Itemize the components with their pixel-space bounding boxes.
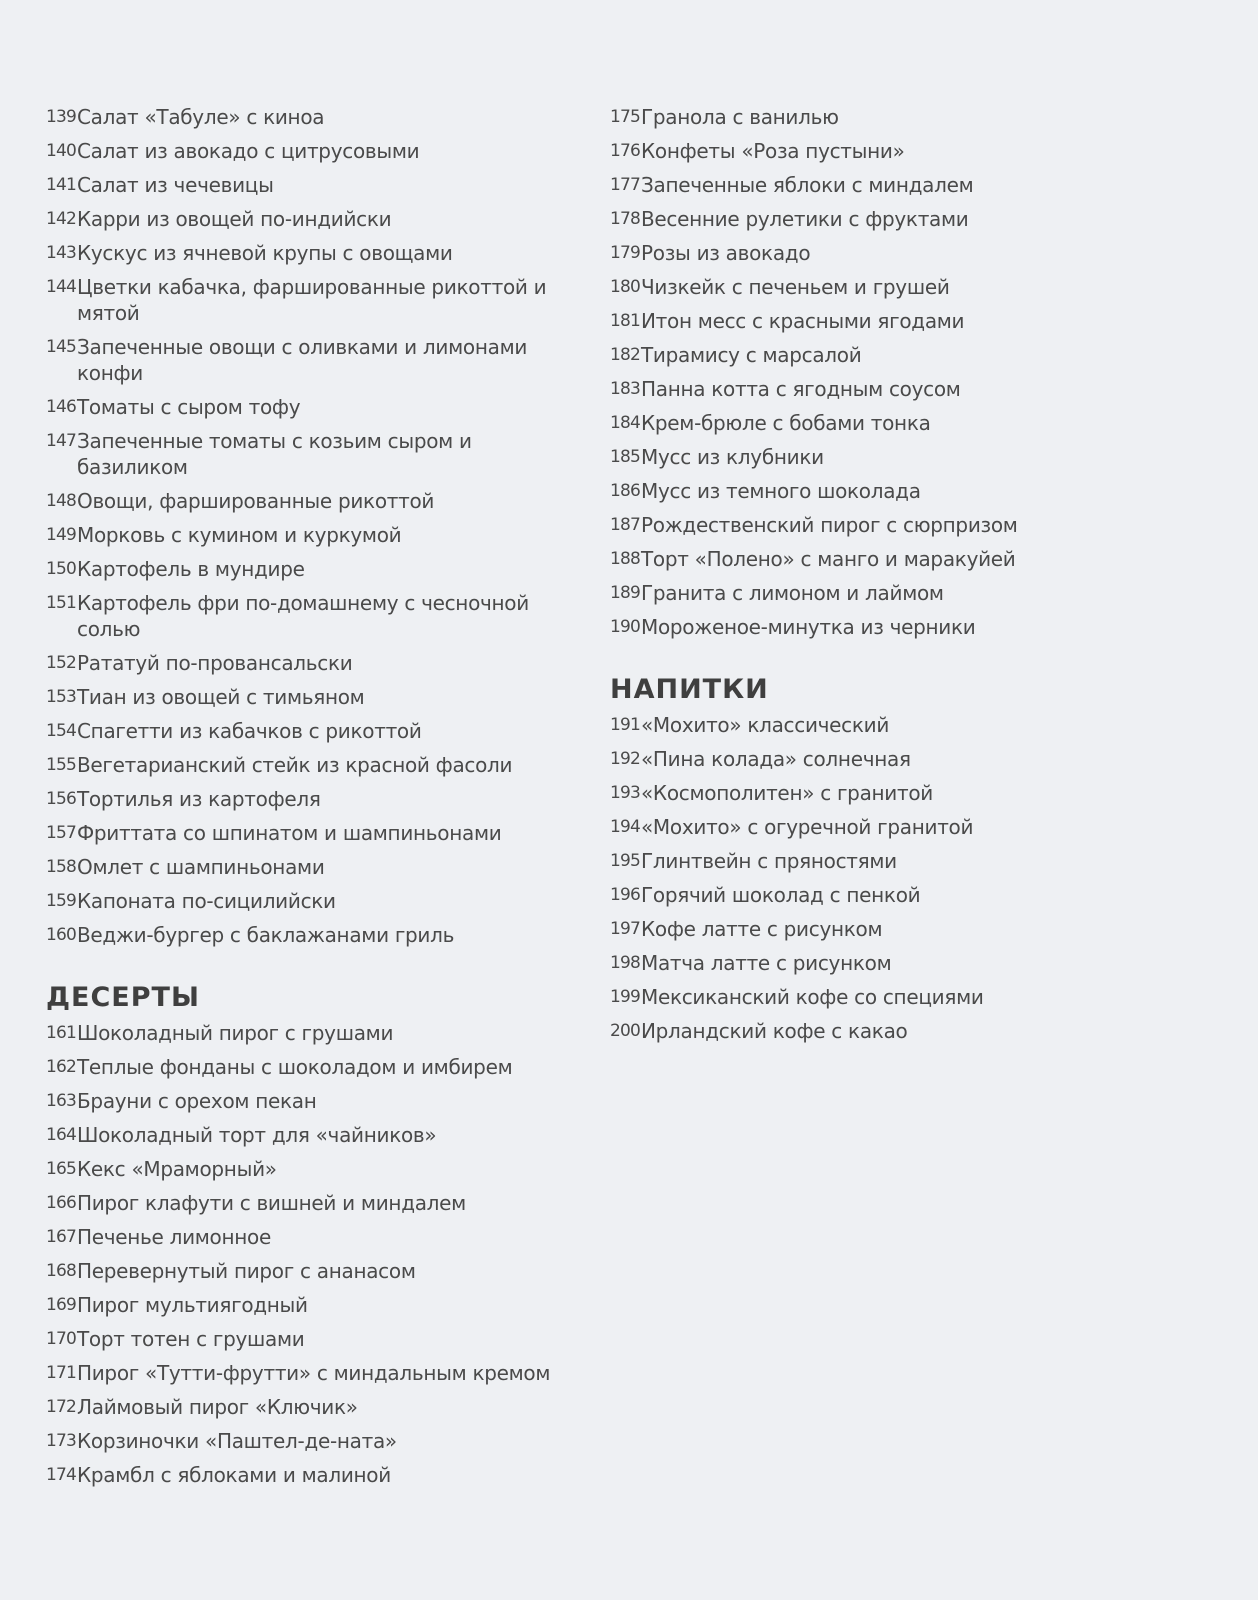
recipe-list-vegetables <box>46 104 586 948</box>
page-number: 156 <box>46 789 77 809</box>
page-number: 158 <box>46 857 77 877</box>
recipe-title: Мороженое-минутка из черники <box>641 615 976 639</box>
list-item <box>46 1394 586 1420</box>
list-item <box>46 1190 586 1216</box>
list-item <box>46 854 586 880</box>
page-number: 183 <box>610 379 641 399</box>
recipe-title: Картофель фри по-домашнему с чесночной солью <box>77 591 529 641</box>
recipe-title: «Мохито» классический <box>641 713 890 737</box>
recipe-title: Вегетарианский стейк из красной фасоли <box>77 753 513 777</box>
recipe-list-desserts-continued <box>610 104 1210 640</box>
recipe-title: Теплые фонданы с шоколадом и имбирем <box>77 1055 513 1079</box>
list-item <box>610 1018 1210 1044</box>
recipe-title: Пирог мультиягодный <box>77 1293 308 1317</box>
list-item <box>610 984 1210 1010</box>
recipe-title: Рождественский пирог с сюрпризом <box>641 513 1018 537</box>
page-number: 200 <box>610 1021 641 1041</box>
page-number: 162 <box>46 1057 77 1077</box>
recipe-title: «Пина колада» солнечная <box>641 747 911 771</box>
list-item <box>46 650 586 676</box>
list-item <box>46 922 586 948</box>
list-item <box>46 1462 586 1488</box>
recipe-title: Тирамису с марсалой <box>641 343 862 367</box>
list-item <box>46 240 586 266</box>
list-item <box>610 342 1210 368</box>
recipe-title: Капоната по-сицилийски <box>77 889 336 913</box>
list-item <box>610 882 1210 908</box>
list-item <box>46 888 586 914</box>
recipe-title: Спагетти из кабачков с рикоттой <box>77 719 422 743</box>
page-number: 181 <box>610 311 641 331</box>
list-item <box>610 138 1210 164</box>
page-number: 163 <box>46 1091 77 1111</box>
list-item <box>610 104 1210 130</box>
page-number: 148 <box>46 491 77 511</box>
list-item <box>46 1088 586 1114</box>
page-number: 147 <box>46 431 77 451</box>
list-item <box>610 950 1210 976</box>
page-number: 169 <box>46 1295 77 1315</box>
page-number: 164 <box>46 1125 77 1145</box>
list-item <box>46 428 586 480</box>
list-item <box>46 394 586 420</box>
list-item <box>46 1156 586 1182</box>
section-heading-drinks: НАПИТКИ <box>610 674 769 705</box>
page-number: 157 <box>46 823 77 843</box>
recipe-title: Торт тотен с грушами <box>77 1327 305 1351</box>
list-item <box>46 1020 586 1046</box>
page-number: 187 <box>610 515 641 535</box>
page-number: 189 <box>610 583 641 603</box>
recipe-title: Крем-брюле с бобами тонка <box>641 411 931 435</box>
list-item <box>46 104 586 130</box>
recipe-title: Гранита с лимоном и лаймом <box>641 581 944 605</box>
recipe-title: Карри из овощей по-индийски <box>77 207 392 231</box>
recipe-title: «Космополитен» с гранитой <box>641 781 933 805</box>
list-item <box>46 274 586 326</box>
list-item <box>46 1428 586 1454</box>
page-number: 144 <box>46 277 77 297</box>
list-item <box>46 752 586 778</box>
page-number: 153 <box>46 687 77 707</box>
recipe-title: Брауни с орехом пекан <box>77 1089 317 1113</box>
list-item <box>610 546 1210 572</box>
page-number: 192 <box>610 749 641 769</box>
recipe-title: Кекс «Мраморный» <box>77 1157 277 1181</box>
recipe-title: Кофе латте с рисунком <box>641 917 883 941</box>
page-number: 180 <box>610 277 641 297</box>
recipe-title: Мексиканский кофе со специями <box>641 985 984 1009</box>
list-item <box>46 1224 586 1250</box>
recipe-title: Тиан из овощей с тимьяном <box>77 685 365 709</box>
list-item <box>610 848 1210 874</box>
page-number: 139 <box>46 107 77 127</box>
recipe-title: Панна котта с ягодным соусом <box>641 377 961 401</box>
page-number: 165 <box>46 1159 77 1179</box>
list-item <box>610 308 1210 334</box>
recipe-title: Матча латте с рисунком <box>641 951 892 975</box>
page-number: 141 <box>46 175 77 195</box>
recipe-title: Тортилья из картофеля <box>77 787 321 811</box>
recipe-title: Перевернутый пирог с ананасом <box>77 1259 416 1283</box>
recipe-title: Чизкейк с печеньем и грушей <box>641 275 950 299</box>
recipe-title: Шоколадный пирог с грушами <box>77 1021 394 1045</box>
recipe-title: Салат «Табуле» с киноа <box>77 105 325 129</box>
page-number: 179 <box>610 243 641 263</box>
recipe-title: Мусс из клубники <box>641 445 824 469</box>
recipe-title: Запеченные овощи с оливками и лимонами конфи <box>77 335 528 385</box>
list-item <box>610 712 1210 738</box>
recipe-title: Пирог клафути с вишней и миндалем <box>77 1191 466 1215</box>
page-number: 171 <box>46 1363 77 1383</box>
list-item <box>610 814 1210 840</box>
page-number: 174 <box>46 1465 77 1485</box>
recipe-title: Торт «Полено» с манго и маракуйей <box>641 547 1016 571</box>
recipe-list-desserts <box>46 1020 586 1488</box>
list-item <box>46 590 586 642</box>
page-number: 188 <box>610 549 641 569</box>
recipe-title: Запеченные томаты с козьим сыром и базиликом <box>77 429 472 479</box>
page-number: 197 <box>610 919 641 939</box>
list-item <box>46 1054 586 1080</box>
list-item <box>610 614 1210 640</box>
page-number: 142 <box>46 209 77 229</box>
page-number: 143 <box>46 243 77 263</box>
recipe-title: Крамбл с яблоками и малиной <box>77 1463 391 1487</box>
page-number: 167 <box>46 1227 77 1247</box>
page-number: 140 <box>46 141 77 161</box>
recipe-title: Томаты с сыром тофу <box>77 395 301 419</box>
recipe-title: «Мохито» с огуречной гранитой <box>641 815 974 839</box>
recipe-title: Глинтвейн с пряностями <box>641 849 897 873</box>
list-item <box>610 172 1210 198</box>
recipe-title: Корзиночки «Паштел-де-ната» <box>77 1429 397 1453</box>
list-item <box>46 1326 586 1352</box>
recipe-title: Пирог «Тутти-фрутти» с миндальным кремом <box>77 1361 551 1385</box>
page-number: 186 <box>610 481 641 501</box>
recipe-title: Картофель в мундире <box>77 557 305 581</box>
page-number: 175 <box>610 107 641 127</box>
page-number: 161 <box>46 1023 77 1043</box>
page-number: 177 <box>610 175 641 195</box>
page-number: 155 <box>46 755 77 775</box>
page-number: 168 <box>46 1261 77 1281</box>
recipe-title: Розы из авокадо <box>641 241 811 265</box>
recipe-title: Кускус из ячневой крупы с овощами <box>77 241 453 265</box>
recipe-title: Лаймовый пирог «Ключик» <box>77 1395 358 1419</box>
page-number: 191 <box>610 715 641 735</box>
recipe-list-drinks <box>610 712 1210 1044</box>
page-number: 173 <box>46 1431 77 1451</box>
list-item <box>610 274 1210 300</box>
page-number: 149 <box>46 525 77 545</box>
recipe-title: Овощи, фаршированные рикоттой <box>77 489 435 513</box>
list-item <box>46 172 586 198</box>
page-number: 193 <box>610 783 641 803</box>
list-item <box>46 522 586 548</box>
list-item <box>46 1360 586 1386</box>
page-number: 172 <box>46 1397 77 1417</box>
list-item <box>46 820 586 846</box>
list-item <box>610 206 1210 232</box>
list-item <box>46 206 586 232</box>
recipe-title: Весенние рулетики с фруктами <box>641 207 969 231</box>
page-number: 196 <box>610 885 641 905</box>
page-number: 151 <box>46 593 77 613</box>
list-item <box>610 916 1210 942</box>
page-number: 145 <box>46 337 77 357</box>
page-number: 160 <box>46 925 77 945</box>
left-column <box>46 104 586 1496</box>
page-number: 198 <box>610 953 641 973</box>
page-number: 185 <box>610 447 641 467</box>
recipe-title: Морковь с кумином и куркумой <box>77 523 402 547</box>
recipe-title: Шоколадный торт для «чайников» <box>77 1123 437 1147</box>
list-item <box>46 334 586 386</box>
list-item <box>610 512 1210 538</box>
list-item <box>610 580 1210 606</box>
recipe-title: Гранола с ванилью <box>641 105 839 129</box>
list-item <box>46 1292 586 1318</box>
list-item <box>610 780 1210 806</box>
page-number: 194 <box>610 817 641 837</box>
recipe-title: Фриттата со шпинатом и шампиньонами <box>77 821 502 845</box>
recipe-title: Салат из авокадо с цитрусовыми <box>77 139 420 163</box>
list-item <box>610 444 1210 470</box>
page-number: 195 <box>610 851 641 871</box>
page-number: 152 <box>46 653 77 673</box>
page-number: 176 <box>610 141 641 161</box>
list-item <box>46 556 586 582</box>
list-item <box>46 138 586 164</box>
list-item <box>46 1122 586 1148</box>
page-number: 184 <box>610 413 641 433</box>
list-item <box>610 410 1210 436</box>
recipe-title: Запеченные яблоки с миндалем <box>641 173 974 197</box>
section-heading-desserts: ДЕСЕРТЫ <box>46 982 200 1013</box>
list-item <box>610 746 1210 772</box>
page-number: 182 <box>610 345 641 365</box>
page-number: 199 <box>610 987 641 1007</box>
list-item <box>610 478 1210 504</box>
list-item <box>46 488 586 514</box>
page-number: 159 <box>46 891 77 911</box>
list-item <box>46 718 586 744</box>
recipe-title: Цветки кабачка, фаршированные рикоттой и мятой <box>77 275 547 325</box>
recipe-title: Конфеты «Роза пустыни» <box>641 139 905 163</box>
recipe-title: Итон месс с красными ягодами <box>641 309 965 333</box>
page-number: 178 <box>610 209 641 229</box>
recipe-title: Мусс из темного шоколада <box>641 479 921 503</box>
recipe-title: Омлет с шампиньонами <box>77 855 325 879</box>
page-number: 154 <box>46 721 77 741</box>
recipe-title: Ирландский кофе с какао <box>641 1019 908 1043</box>
list-item <box>46 684 586 710</box>
recipe-title: Печенье лимонное <box>77 1225 271 1249</box>
page-number: 170 <box>46 1329 77 1349</box>
page-number: 146 <box>46 397 77 417</box>
list-item <box>610 240 1210 266</box>
page-number: 150 <box>46 559 77 579</box>
recipe-title: Салат из чечевицы <box>77 173 274 197</box>
list-item <box>46 786 586 812</box>
page-number: 190 <box>610 617 641 637</box>
recipe-title: Веджи-бургер с баклажанами гриль <box>77 923 455 947</box>
recipe-title: Рататуй по-провансальски <box>77 651 353 675</box>
page-number: 166 <box>46 1193 77 1213</box>
list-item <box>610 376 1210 402</box>
right-column <box>610 104 1210 1052</box>
list-item <box>46 1258 586 1284</box>
recipe-title: Горячий шоколад с пенкой <box>641 883 921 907</box>
